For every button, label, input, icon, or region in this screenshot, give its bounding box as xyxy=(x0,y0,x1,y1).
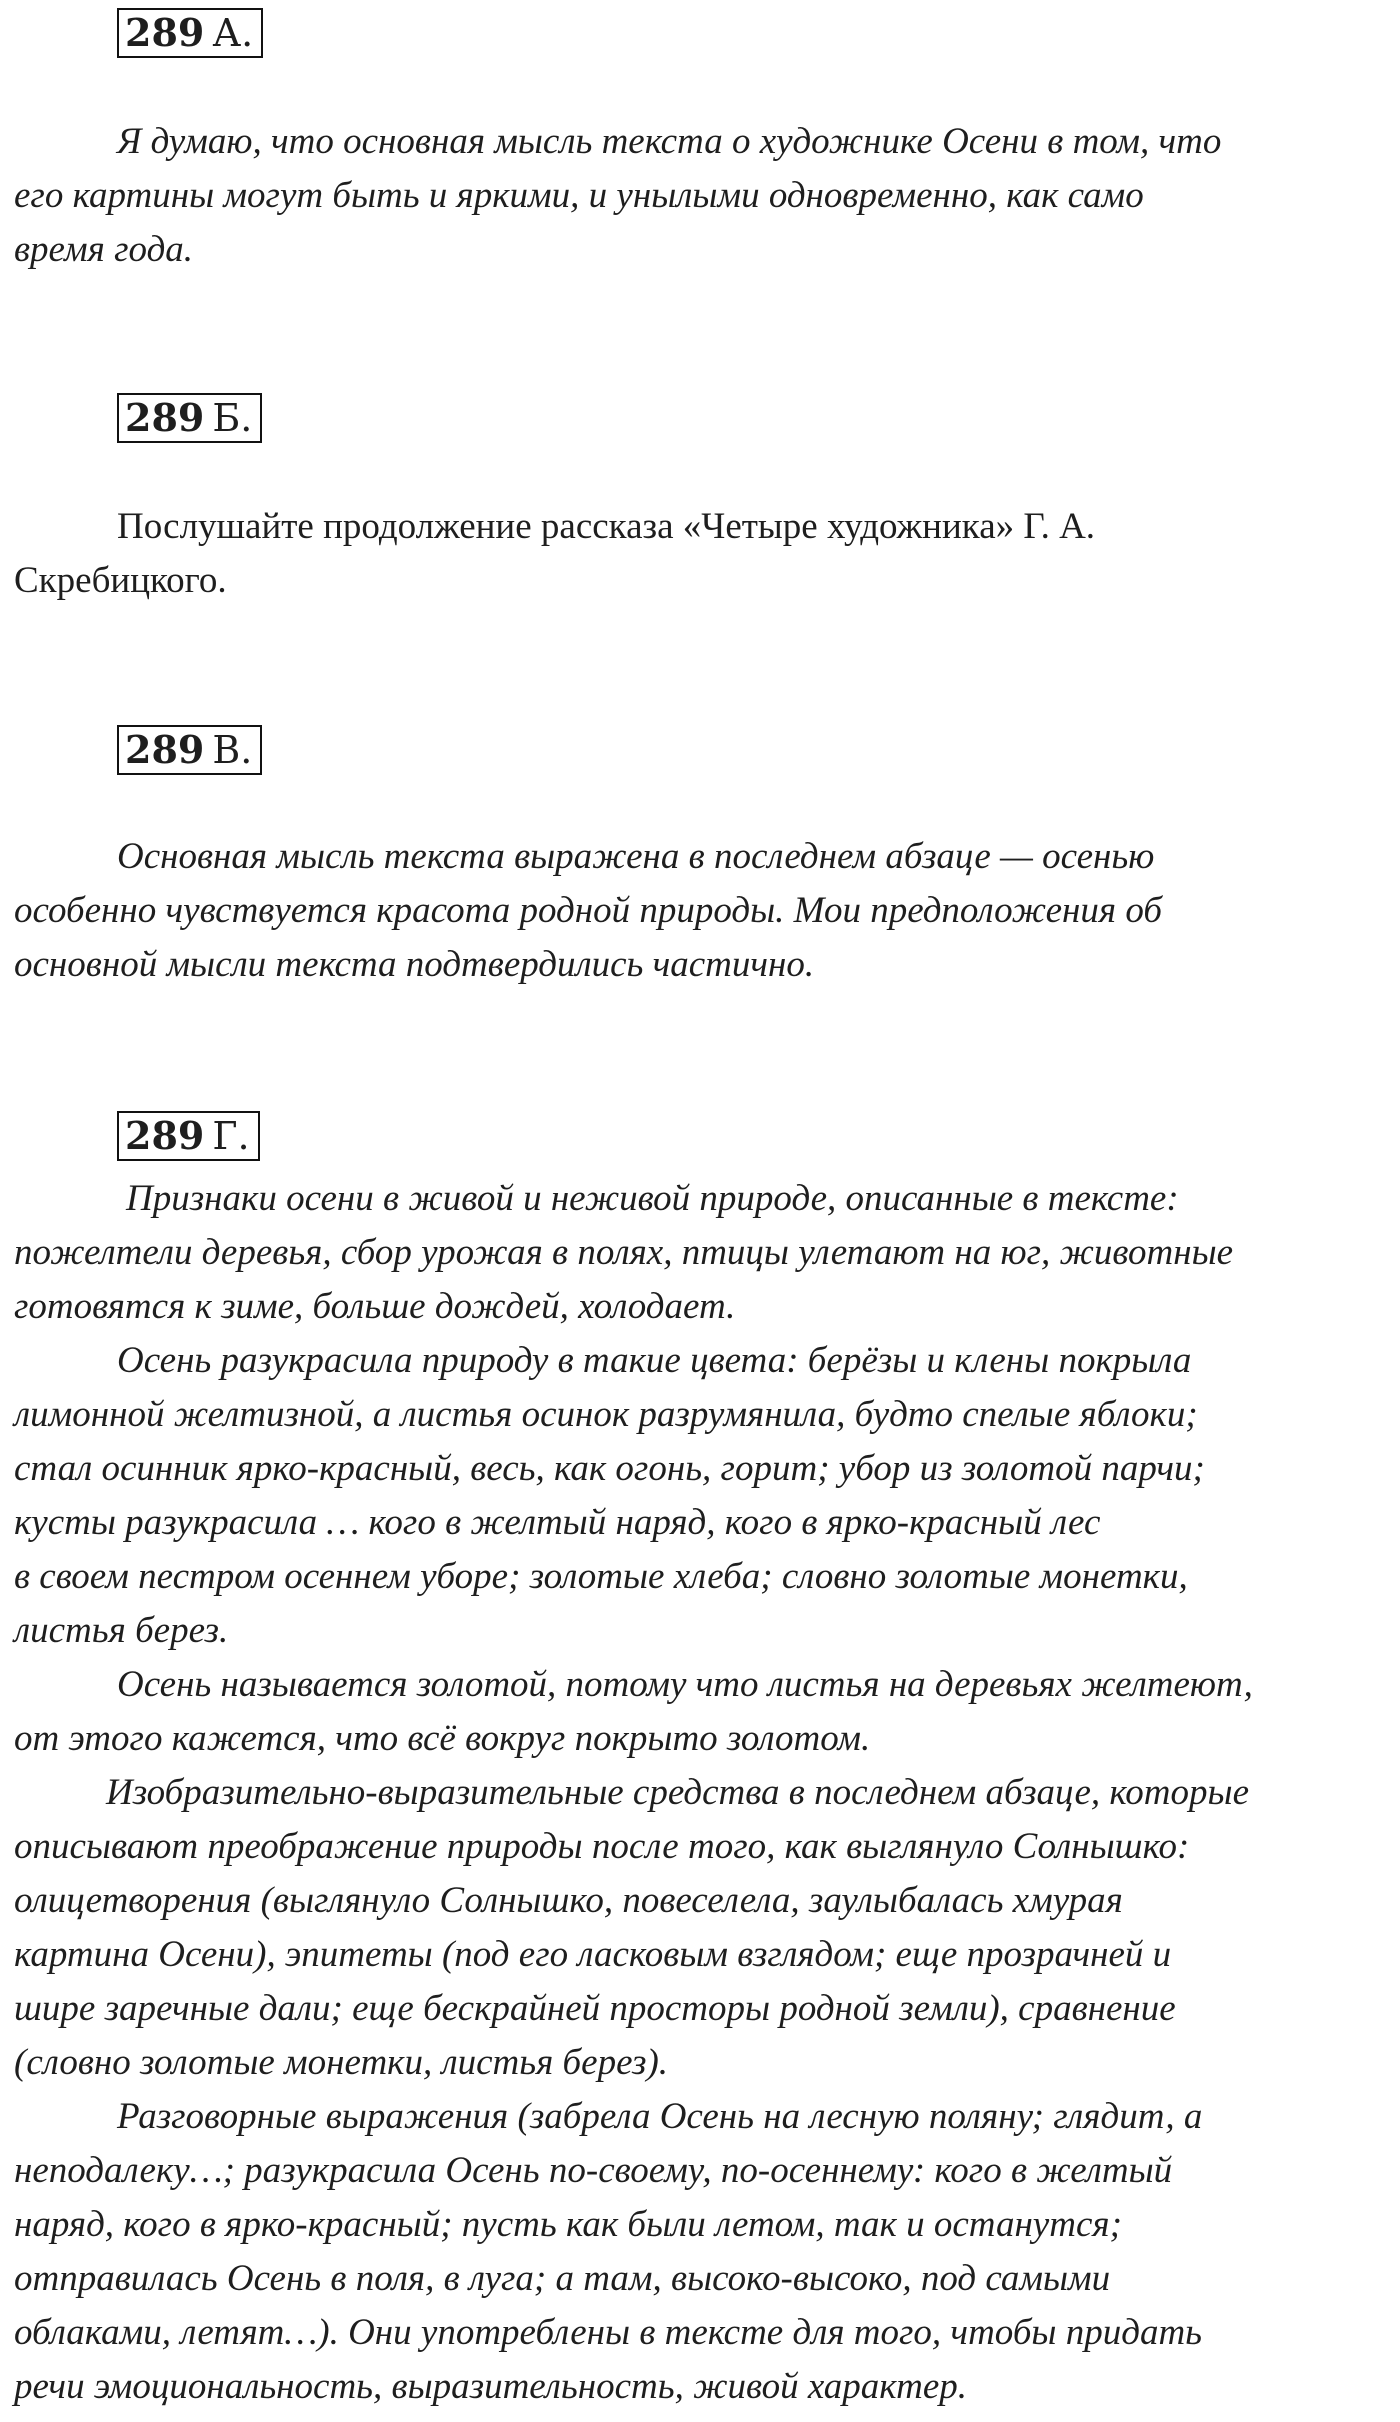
paragraph-289b-1 xyxy=(14,500,1389,608)
text-line: картина Осени), эпитеты (под его ласковым взглядом; еще прозрачней и xyxy=(14,1934,1172,1975)
task-letter: Г. xyxy=(212,1114,250,1158)
text-line: лимонной желтизной, а листья осинок разрумянила, будто спелые яблоки; xyxy=(14,1394,1198,1435)
text-line: описывают преображение природы после того, как выглянуло Солнышко: xyxy=(14,1826,1190,1867)
task-number: 289 xyxy=(125,1113,205,1158)
task-letter: А. xyxy=(212,11,254,55)
text-line: речи эмоциональность, выразительность, живой характер. xyxy=(14,2366,967,2407)
text-line: олицетворения (выглянуло Солнышко, повеселела, заулыбалась хмурая xyxy=(14,1880,1123,1921)
text-line: Осень разукрасила природу в такие цвета: берёзы и клены покрыла xyxy=(117,1340,1192,1381)
task-label-289a xyxy=(117,8,263,58)
text-line: наряд, кого в ярко-красный; пусть как были летом, так и останутся; xyxy=(14,2204,1122,2245)
task-letter: В. xyxy=(212,728,253,772)
text-line: Осень называется золотой, потому что листья на деревьях желтеют, xyxy=(117,1664,1253,1705)
paragraph-289g-2 xyxy=(14,1334,1389,1658)
task-number: 289 xyxy=(125,395,205,440)
paragraph-289g-1 xyxy=(14,1172,1389,1334)
task-label-289b xyxy=(117,393,262,443)
task-label-289g xyxy=(117,1111,260,1161)
text-line: неподалеку…; разукрасила Осень по-своему, по-осеннему: кого в желтый xyxy=(14,2150,1173,2191)
text-line: облаками, летят…). Они употреблены в тексте для того, чтобы придать xyxy=(14,2312,1203,2353)
text-line: стал осинник ярко-красный, весь, как огонь, горит; убор из золотой парчи; xyxy=(14,1448,1205,1489)
task-number: 289 xyxy=(125,10,205,55)
text-line: в своем пестром осеннем уборе; золотые хлеба; словно золотые монетки, xyxy=(14,1556,1188,1597)
text-line: Признаки осени в живой и неживой природе, описанные в тексте: xyxy=(126,1178,1179,1219)
paragraph-289v-1 xyxy=(14,830,1389,992)
text-line: Послушайте продолжение рассказа «Четыре художника» Г. А. xyxy=(117,506,1096,547)
paragraph-289g-5 xyxy=(14,2090,1389,2414)
text-line: Изобразительно-выразительные средства в последнем абзаце, которые xyxy=(106,1772,1249,1813)
text-line: отправилась Осень в поля, в луга; а там, высоко-высоко, под самыми xyxy=(14,2258,1111,2299)
text-line: готовятся к зиме, больше дождей, холодает. xyxy=(14,1286,736,1327)
text-line: шире заречные дали; еще бескрайней просторы родной земли), сравнение xyxy=(14,1988,1176,2029)
text-line: Разговорные выражения (забрела Осень на лесную поляну; глядит, а xyxy=(117,2096,1203,2137)
text-line: особенно чувствуется красота родной природы. Мои предположения об xyxy=(14,890,1162,931)
text-line: его картины могут быть и яркими, и унылыми одновременно, как само xyxy=(14,175,1144,216)
paragraph-289a-1 xyxy=(14,115,1389,277)
text-line: пожелтели деревья, сбор урожая в полях, птицы улетают на юг, животные xyxy=(14,1232,1234,1273)
text-line: (словно золотые монетки, листья берез). xyxy=(14,2042,669,2083)
task-letter: Б. xyxy=(212,396,253,440)
text-line: от этого кажется, что всё вокруг покрыто золотом. xyxy=(14,1718,871,1759)
paragraph-289g-4 xyxy=(14,1766,1389,2090)
task-number: 289 xyxy=(125,727,205,772)
text-line: основной мысли текста подтвердились частично. xyxy=(14,944,815,985)
text-line: Я думаю, что основная мысль текста о художнике Осени в том, что xyxy=(117,121,1222,162)
text-line: листья берез. xyxy=(14,1610,229,1651)
text-line: Основная мысль текста выражена в последнем абзаце — осенью xyxy=(117,836,1155,877)
text-line: Скребицкого. xyxy=(14,560,227,601)
text-line: кусты разукрасила … кого в желтый наряд, кого в ярко-красный лес xyxy=(14,1502,1101,1543)
task-label-289v xyxy=(117,725,262,775)
paragraph-289g-3 xyxy=(14,1658,1389,1766)
text-line: время года. xyxy=(14,229,194,270)
